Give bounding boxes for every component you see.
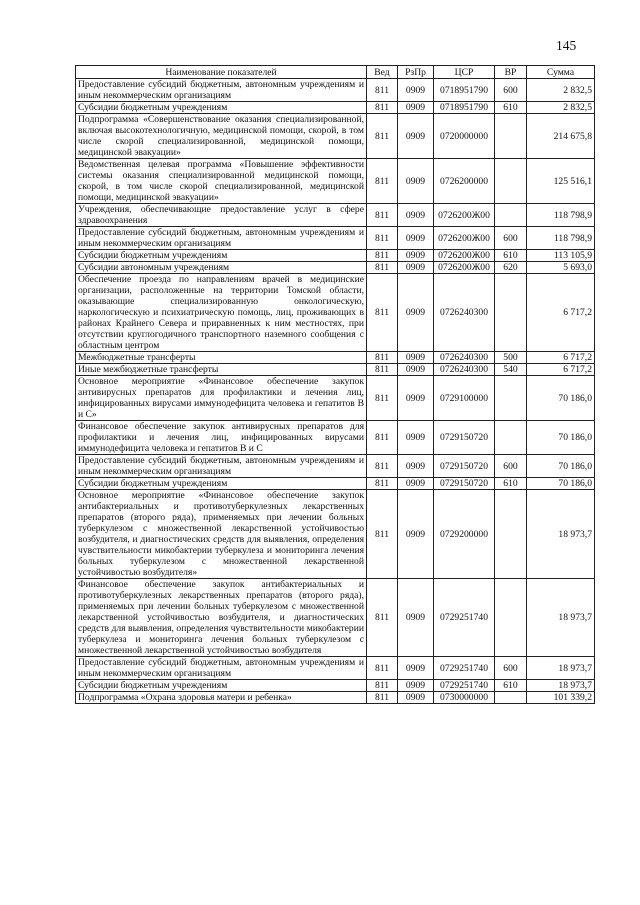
row-vr: 600 [495,657,527,680]
table-row [76,579,595,657]
row-name: Основное мероприятие «Финансовое обеспечение закупок антибактериальных и противотуберкулезных лекарственных препаратов (второго ряда), применяемых при лечении больных туберкулезом с множественной лекарственной устойчивостью возбудителя, и диагностических средств для выявления, определения чувствительности микобактерии туберкулеза и мониторинга лечения больных туберкулезом с множественной лекарственной устойчивостью возбудителя» [76,490,367,579]
row-csr: 0718951790 [434,102,495,114]
row-name: Иные межбюджетные трансферты [76,364,367,376]
table-row [76,376,595,421]
row-ved: 811 [367,692,398,704]
table-row [76,364,595,376]
row-vr: 620 [495,262,527,274]
row-sum: 5 693,0 [527,262,595,274]
row-vr [495,490,527,579]
table-row [76,204,595,227]
table-row [76,114,595,159]
row-sum: 6 717,2 [527,352,595,364]
header-sum: Сумма [527,66,595,79]
row-sum: 18 973,7 [527,657,595,680]
row-name: Обеспечение проезда по направлениям врачей в медицинские организации, расположенные на территории Томской области, оказывающие специализированную онкологическую, наркологическую и психиатрическую помощь, лиц, проживающих в районах Крайнего Севера и приравненных к ним местностях, при отсутствии круглогодичного транспортного наземного сообщения с областным центром [76,274,367,352]
row-vr [495,274,527,352]
table-header-row [76,66,595,79]
row-ved: 811 [367,352,398,364]
row-sum: 101 339,2 [527,692,595,704]
row-csr: 0729251740 [434,680,495,692]
row-sum: 70 186,0 [527,421,595,455]
table-row [76,352,595,364]
row-csr: 0730000000 [434,692,495,704]
row-vr [495,159,527,204]
row-vr: 610 [495,680,527,692]
row-rzpr: 0909 [398,227,434,250]
row-rzpr: 0909 [398,364,434,376]
row-sum: 18 973,7 [527,579,595,657]
row-name: Подпрограмма «Охрана здоровья матери и ребенка» [76,692,367,704]
header-name: Наименование показателей [76,66,367,79]
row-rzpr: 0909 [398,376,434,421]
row-sum: 18 973,7 [527,680,595,692]
row-vr [495,579,527,657]
row-sum: 70 186,0 [527,478,595,490]
table-body [76,79,595,704]
row-name: Предоставление субсидий бюджетным, автономным учреждениям и иным некоммерческим организациям [76,227,367,250]
row-sum: 214 675,8 [527,114,595,159]
row-name: Финансовое обеспечение закупок антибактериальных и противотуберкулезных лекарственных препаратов (второго ряда), применяемых при лечении больных туберкулезом с множественной лекарственной устойчивостью возбудителя, и диагностических средств для выявления, определения чувствительности микобактерии туберкулеза и мониторинга лечения больных туберкулезом с множественной лекарственной устойчивостью возбудителя [76,579,367,657]
row-rzpr: 0909 [398,478,434,490]
row-csr: 0726200Ж00 [434,227,495,250]
header-vr: ВР [495,66,527,79]
row-ved: 811 [367,250,398,262]
row-ved: 811 [367,262,398,274]
row-name: Субсидии автономным учреждениям [76,262,367,274]
row-name: Предоставление субсидий бюджетным, автономным учреждениям и иным некоммерческим организациям [76,455,367,478]
row-name: Подпрограмма «Совершенствование оказания специализированной, включая высокотехнологичную, медицинской помощи, скорой, в том числе скорой специализированной, медицинской помощи, медицинской эвакуации» [76,114,367,159]
row-csr: 0726200000 [434,159,495,204]
row-csr: 0729251740 [434,579,495,657]
row-rzpr: 0909 [398,579,434,657]
header-ved: Вед [367,66,398,79]
row-vr [495,421,527,455]
row-sum: 125 516,1 [527,159,595,204]
row-ved: 811 [367,227,398,250]
table-row [76,250,595,262]
row-ved: 811 [367,364,398,376]
row-rzpr: 0909 [398,490,434,579]
budget-table [75,65,595,704]
table-row [76,478,595,490]
row-name: Субсидии бюджетным учреждениям [76,680,367,692]
row-vr: 610 [495,250,527,262]
row-name: Ведомственная целевая программа «Повышение эффективности системы оказания специализированной медицинской помощи, скорой, в том числе скорой специализированной, медицинской помощи, медицинской эвакуации» [76,159,367,204]
row-vr: 540 [495,364,527,376]
table-row [76,102,595,114]
row-sum: 2 832,5 [527,79,595,102]
table-row [76,455,595,478]
row-sum: 18 973,7 [527,490,595,579]
row-ved: 811 [367,274,398,352]
row-rzpr: 0909 [398,250,434,262]
row-sum: 118 798,9 [527,227,595,250]
row-rzpr: 0909 [398,352,434,364]
row-csr: 0726240300 [434,274,495,352]
row-csr: 0726200Ж00 [434,204,495,227]
row-ved: 811 [367,159,398,204]
row-ved: 811 [367,376,398,421]
row-rzpr: 0909 [398,692,434,704]
header-rzpr: РзПр [398,66,434,79]
row-ved: 811 [367,79,398,102]
table-row [76,421,595,455]
row-ved: 811 [367,114,398,159]
row-ved: 811 [367,579,398,657]
row-name: Субсидии бюджетным учреждениям [76,250,367,262]
row-vr: 600 [495,455,527,478]
row-rzpr: 0909 [398,159,434,204]
row-csr: 0729100000 [434,376,495,421]
row-rzpr: 0909 [398,79,434,102]
row-csr: 0720000000 [434,114,495,159]
row-ved: 811 [367,657,398,680]
row-vr [495,114,527,159]
row-vr [495,692,527,704]
row-name: Предоставление субсидий бюджетным, автономным учреждениям и иным некоммерческим организациям [76,657,367,680]
row-rzpr: 0909 [398,657,434,680]
row-ved: 811 [367,455,398,478]
row-csr: 0729200000 [434,490,495,579]
table-row [76,262,595,274]
row-vr [495,376,527,421]
table-row [76,159,595,204]
row-ved: 811 [367,204,398,227]
row-rzpr: 0909 [398,455,434,478]
row-rzpr: 0909 [398,204,434,227]
row-vr: 500 [495,352,527,364]
row-ved: 811 [367,490,398,579]
row-rzpr: 0909 [398,421,434,455]
row-csr: 0729150720 [434,421,495,455]
table-row [76,692,595,704]
row-name: Межбюджетные трансферты [76,352,367,364]
row-csr: 0726200Ж00 [434,250,495,262]
row-name: Предоставление субсидий бюджетным, автономным учреждениям и иным некоммерческим организациям [76,79,367,102]
row-rzpr: 0909 [398,114,434,159]
row-csr: 0729150720 [434,455,495,478]
row-ved: 811 [367,102,398,114]
page-number: 145 [556,38,577,53]
row-sum: 118 798,9 [527,204,595,227]
row-ved: 811 [367,680,398,692]
row-csr: 0726200Ж00 [434,262,495,274]
row-csr: 0729150720 [434,478,495,490]
table-row [76,490,595,579]
row-name: Основное мероприятие «Финансовое обеспечение закупок антивирусных препаратов для профилактики и лечения лиц, инфицированных вирусами иммунодефицита человека и гепатитов B и C» [76,376,367,421]
row-sum: 70 186,0 [527,455,595,478]
row-vr: 600 [495,79,527,102]
row-rzpr: 0909 [398,680,434,692]
row-vr [495,204,527,227]
table-row [76,79,595,102]
row-csr: 0718951790 [434,79,495,102]
row-csr: 0729251740 [434,657,495,680]
table-row [76,657,595,680]
row-sum: 6 717,2 [527,364,595,376]
row-name: Субсидии бюджетным учреждениям [76,102,367,114]
row-csr: 0726240300 [434,352,495,364]
row-sum: 2 832,5 [527,102,595,114]
row-sum: 6 717,2 [527,274,595,352]
row-csr: 0726240300 [434,364,495,376]
row-name: Финансовое обеспечение закупок антивирусных препаратов для профилактики и лечения лиц, инфицированных вирусами иммунодефицита человека и гепатитов B и C [76,421,367,455]
table-row [76,274,595,352]
row-vr: 600 [495,227,527,250]
row-rzpr: 0909 [398,102,434,114]
row-sum: 70 186,0 [527,376,595,421]
row-vr: 610 [495,102,527,114]
row-rzpr: 0909 [398,274,434,352]
row-name: Учреждения, обеспечивающие предоставление услуг в сфере здравоохранения [76,204,367,227]
row-sum: 113 105,9 [527,250,595,262]
table-row [76,680,595,692]
row-rzpr: 0909 [398,262,434,274]
row-name: Субсидии бюджетным учреждениям [76,478,367,490]
header-csr: ЦСР [434,66,495,79]
table-row [76,227,595,250]
row-ved: 811 [367,421,398,455]
row-vr: 610 [495,478,527,490]
row-ved: 811 [367,478,398,490]
